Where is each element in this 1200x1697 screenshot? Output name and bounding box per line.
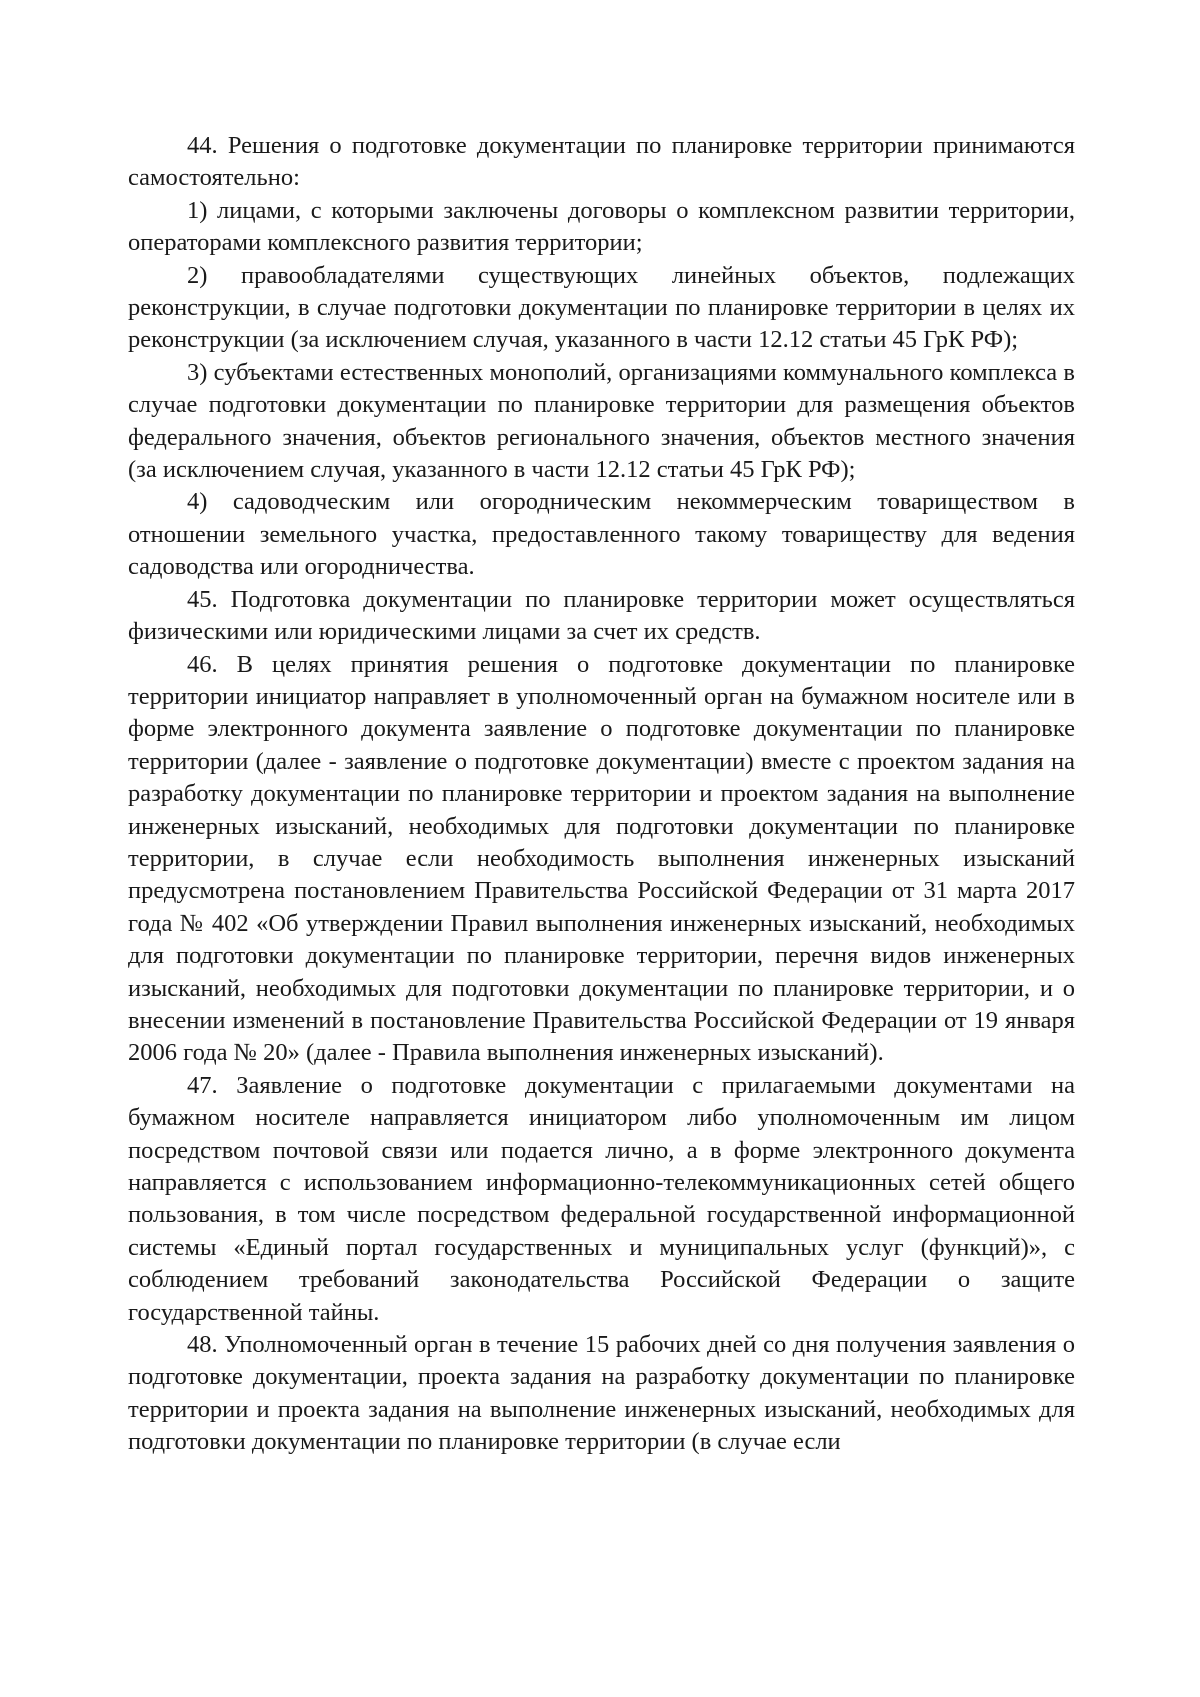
paragraph-46: 46. В целях принятия решения о подготовке документации по планировке территории инициатор направляет в уполномоченный орган на бумажном носителе или в форме электронного документа заявление о подготовке документации по планировке территории (далее - заявление о подготовке документации) вместе с проектом задания на разработку документации по планировке территории и проектом задания на выполнение инженерных изысканий, необходимых для подготовки документации по планировке территории, в случае если необходимость выполнения инженерных изысканий предусмотрена постановлением Правительства Российской Федерации от 31 марта 2017 года № 402 «Об утверждении Правил выполнения инженерных изысканий, необходимых для подготовки документации по планировке территории, перечня видов инженерных изысканий, необходимых для подготовки документации по планировке территории, и о внесении изменений в постановление Правительства Российской Федерации от 19 января 2006 года № 20» (далее - Правила выполнения инженерных изысканий). — [128, 650, 1075, 1067]
paragraph-44-item-4: 4) садоводческим или огородническим некоммерческим товариществом в отношении земельного участка, предоставленного такому товариществу для ведения садоводства или огородничества. — [128, 488, 1075, 581]
paragraph-48: 48. Уполномоченный орган в течение 15 рабочих дней со дня получения заявления о подготовке документации, проекта задания на разработку документации по планировке территории и проекта задания на выполнение инженерных изысканий, необходимых для подготовки документации по планировке территории (в случае если — [128, 1331, 1075, 1456]
paragraph-44-item-2: 2) правообладателями существующих линейных объектов, подлежащих реконструкции, в случае подготовки документации по планировке территории в целях их реконструкции (за исключением случая, указанного в части 12.12 статьи 45 ГрК РФ); — [128, 261, 1075, 354]
paragraph-44-item-3: 3) субъектами естественных монополий, организациями коммунального комплекса в случае подготовки документации по планировке территории для размещения объектов федерального значения, объектов регионального значения, объектов местного значения (за исключением случая, указанного в части 12.12 статьи 45 ГрК РФ); — [128, 358, 1075, 484]
paragraph-44: 44. Решения о подготовке документации по планировке территории принимаются самостоятельно: — [128, 132, 1075, 192]
paragraph-44-item-1: 1) лицами, с которыми заключены договоры о комплексном развитии территории, операторами комплексного развития территории; — [128, 196, 1075, 257]
paragraph-45: 45. Подготовка документации по планировке территории может осуществляться физическими или юридическими лицами за счет их средств. — [128, 585, 1075, 646]
paragraph-47: 47. Заявление о подготовке документации с прилагаемыми документами на бумажном носителе направляется инициатором либо уполномоченным им лицом посредством почтовой связи или подается лично, а в форме электронного документа направляется с использованием информационно-телекоммуникационных сетей общего пользования, в том числе посредством федеральной государственной информационной системы «Единый портал государственных и муниципальных услуг (функций)», с соблюдением требований законодательства Российской Федерации о защите государственной тайны. — [128, 1071, 1075, 1326]
document-body — [128, 130, 1075, 1459]
